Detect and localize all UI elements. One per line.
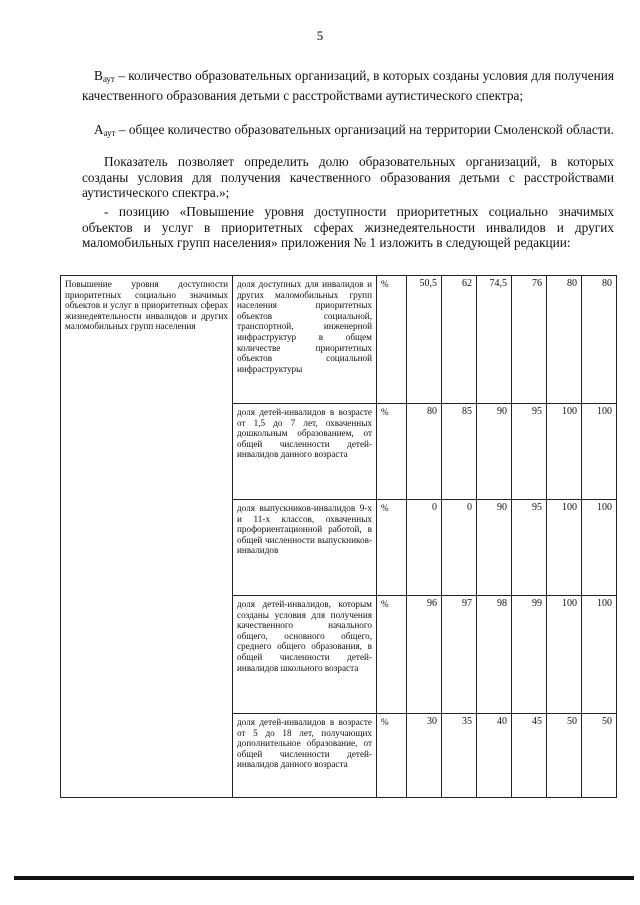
paragraph-b-aut: [82, 68, 614, 103]
value-cell: 100: [547, 404, 582, 500]
value-cell: 76: [512, 276, 547, 404]
value-cell: 100: [547, 596, 582, 714]
value-cell: 100: [582, 500, 617, 596]
indicator-description-cell: доля детей-инвалидов в возрасте от 1,5 до 7 лет, охваченных дошкольным образованием, от общей численности детей-инвалидов данного возраста: [233, 404, 377, 500]
value-cell: 0: [407, 500, 442, 596]
value-cell: 80: [547, 276, 582, 404]
value-cell: 99: [512, 596, 547, 714]
indicator-description-cell: доля доступных для инвалидов и других маломобильных групп населения приоритетных объектов социальной, транспортной, инженерной инфраструктур в общем количестве приоритетных объектов социальной инфраструктуры: [233, 276, 377, 404]
value-cell: 95: [512, 500, 547, 596]
value-cell: 100: [547, 500, 582, 596]
value-cell: 74,5: [477, 276, 512, 404]
paragraph-a-aut: [82, 122, 614, 142]
paragraph-position-replacement: [82, 204, 614, 251]
indicators-table: [60, 275, 617, 798]
value-cell: 40: [477, 714, 512, 798]
indicator-name-cell: Повышение уровня доступности приоритетных социально значимых объектов и услуг в приоритетных сферах жизнедеятельности инвалидов и других маломобильных групп населения: [61, 276, 233, 798]
value-cell: 80: [407, 404, 442, 500]
paragraph-text: - позицию «Повышение уровня доступности приоритетных социально значимых объектов и услуг в приоритетных сферах жизнедеятельности инвалидов и других маломобильных групп населения» приложения № 1 изложить в следующей редакции:: [82, 204, 614, 251]
unit-cell: %: [377, 276, 407, 404]
variable-subscript: аут: [102, 74, 115, 84]
unit-cell: %: [377, 596, 407, 714]
value-cell: 35: [442, 714, 477, 798]
value-cell: 90: [477, 500, 512, 596]
indicator-description-cell: доля выпускников-инвалидов 9-х и 11-х классов, охваченных профориентационной работой, в общей численности выпускников-инвалидов: [233, 500, 377, 596]
table-row: [61, 276, 617, 404]
value-cell: 95: [512, 404, 547, 500]
variable-symbol: В: [94, 68, 103, 83]
value-cell: 96: [407, 596, 442, 714]
paragraph-text: – количество образовательных организаций, в которых созданы условия для получения качественного образования детьми с расстройствами аутистического спектра;: [82, 68, 614, 103]
paragraph-text: – общее количество образовательных организаций на территории Смоленской области.: [115, 122, 614, 137]
value-cell: 100: [582, 404, 617, 500]
value-cell: 50: [547, 714, 582, 798]
value-cell: 100: [582, 596, 617, 714]
value-cell: 45: [512, 714, 547, 798]
paragraph-text: Показатель позволяет определить долю образовательных организаций, в которых созданы условия для получения качественного образования детьми с расстройствами аутистического спектра.»;: [82, 154, 614, 201]
indicator-description-cell: доля детей-инвалидов, которым созданы условия для получения качественного начального общего, основного общего, среднего общего образования, в общей численности детей-инвалидов школьного возраста: [233, 596, 377, 714]
value-cell: 30: [407, 714, 442, 798]
value-cell: 90: [477, 404, 512, 500]
value-cell: 50: [582, 714, 617, 798]
page-bottom-border: [14, 876, 634, 880]
value-cell: 98: [477, 596, 512, 714]
value-cell: 97: [442, 596, 477, 714]
paragraph-indicator-purpose: [82, 154, 614, 201]
page-number: 5: [316, 28, 324, 43]
indicator-description-cell: доля детей-инвалидов в возрасте от 5 до 18 лет, получающих дополнительное образование, от общей численности детей-инвалидов данного возраста: [233, 714, 377, 798]
value-cell: 85: [442, 404, 477, 500]
variable-subscript: аут: [103, 128, 116, 138]
unit-cell: %: [377, 714, 407, 798]
unit-cell: %: [377, 500, 407, 596]
value-cell: 50,5: [407, 276, 442, 404]
variable-symbol: А: [94, 122, 104, 137]
value-cell: 62: [442, 276, 477, 404]
value-cell: 80: [582, 276, 617, 404]
value-cell: 0: [442, 500, 477, 596]
unit-cell: %: [377, 404, 407, 500]
